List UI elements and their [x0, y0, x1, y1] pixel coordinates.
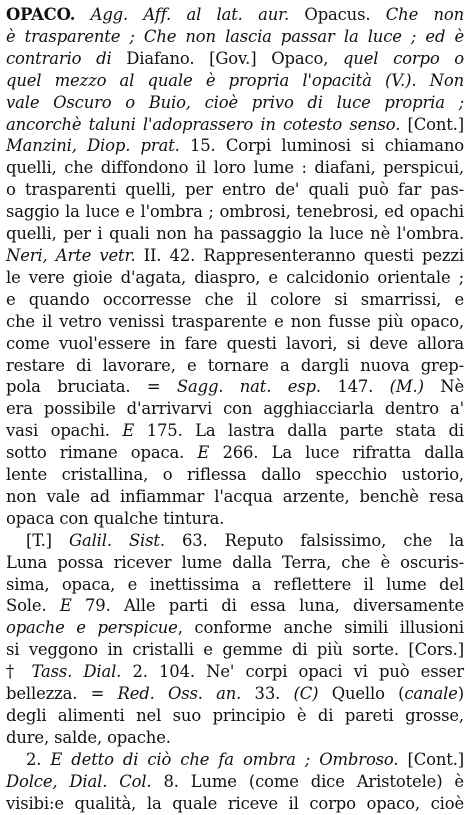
text-line — [6, 70, 464, 92]
text-run: che il vetro venissi trasparente e non fusse più opaco, — [6, 311, 464, 331]
text-run: Opacus. — [289, 5, 386, 24]
text-run: e quando occorresse che il colore si smarrissi, e — [6, 289, 464, 309]
text-run: quelli, per i quali non ha passaggio la luce nè l'ombra. — [6, 224, 464, 244]
text-run: 2. 104. Ne' corpi opaci vi può esser — [121, 662, 464, 682]
text-line — [6, 398, 464, 420]
italic-text: Che non — [385, 5, 464, 24]
italic-text: Red. Oss. an. — [117, 684, 242, 704]
text-run: 175. La lastra dalla parte stata di — [134, 421, 464, 441]
text-run: restare di lavorare, e tornare a dargli nuova grep- — [6, 355, 464, 375]
text-line — [6, 333, 464, 355]
text-run: opaca con qualche tintura. — [6, 508, 225, 528]
italic-text: (M.) — [389, 377, 424, 397]
text-run: come vuol'essere in fare questi lavori, si deve allora — [6, 333, 464, 353]
italic-text: Sagg. nat. esp. — [176, 377, 321, 397]
text-line — [6, 223, 464, 245]
italic-text: E — [122, 421, 135, 441]
italic-text: E — [197, 443, 210, 463]
text-run: ) — [457, 684, 464, 704]
italic-text: canale — [404, 684, 458, 704]
text-run: saggio la luce e l'ombra ; ombrosi, tenebrosi, ed opachi — [6, 202, 464, 222]
text-run: degli alimenti nel suo principio è di pareti grosse, — [6, 706, 464, 725]
text-line — [6, 771, 464, 793]
text-line — [6, 245, 464, 267]
text-line — [6, 705, 464, 727]
italic-text: Agg. Aff. al lat. aur. — [90, 5, 290, 24]
italic-text: Neri, Arte vetr. — [6, 245, 136, 265]
text-line — [6, 749, 464, 771]
text-run: 2. — [26, 749, 51, 769]
text-run: 147. — [320, 377, 390, 397]
text-run: Quello ( — [318, 684, 405, 704]
text-line — [6, 26, 464, 48]
text-line — [6, 311, 464, 333]
text-run: Nè — [423, 377, 464, 397]
italic-text: vale Oscuro o Buio, cioè privo di luce propria ; — [6, 92, 464, 112]
text-run: Diafano. [Gov.] Opaco, — [111, 48, 343, 68]
italic-text: Galil. Sist. — [69, 530, 165, 550]
text-run: 266. La luce rifratta dalla — [209, 443, 464, 463]
text-line — [6, 727, 464, 749]
italic-text: ancorchè taluni l'adoprassero in cotesto senso. — [6, 114, 401, 134]
text-run: , conforme anche simili illusioni — [177, 618, 464, 638]
italic-text: Manzini, Diop. prat. — [6, 136, 180, 156]
text-line — [6, 552, 464, 574]
text-line — [6, 595, 464, 617]
dictionary-entry — [6, 4, 464, 815]
italic-text: Dolce, Dial. Col. — [6, 771, 152, 791]
text-line — [6, 289, 464, 311]
text-run: 79. Alle parti di essa luna, diversamente — [71, 596, 464, 616]
italic-text: è trasparente ; Che non lascia passar la luce ; ed è — [6, 26, 464, 46]
text-run: non vale ad infiammar l'acqua arzente, benchè resa — [6, 486, 464, 506]
text-line — [6, 179, 464, 201]
italic-text: E — [59, 596, 72, 616]
text-run: Sole. — [6, 596, 60, 616]
text-run: 15. Corpi luminosi si chiamano — [179, 136, 464, 156]
text-run: pola bruciata. = — [6, 377, 177, 397]
text-line — [6, 267, 464, 289]
text-line — [6, 355, 464, 377]
italic-text: opache e perspicue — [6, 618, 178, 638]
text-line — [6, 442, 464, 464]
text-line — [6, 683, 464, 705]
text-line — [6, 617, 464, 639]
text-line — [6, 508, 464, 530]
text-run: [T.] — [26, 530, 69, 550]
text-run: [Cont.] — [400, 114, 464, 134]
text-line — [6, 92, 464, 114]
text-run: era possibile d'arrivarvi con agghiacciarla dentro a' — [6, 399, 464, 419]
text-run: 63. Reputo falsissimo, che la — [164, 530, 464, 550]
text-line — [6, 114, 464, 136]
text-run: [Cont.] — [398, 749, 464, 769]
text-line — [6, 486, 464, 508]
italic-text: contrario di — [6, 48, 112, 68]
italic-text: quel mezzo al quale è propria l'opacità (V.). Non — [6, 70, 464, 90]
text-run: sima, opaca, e inettissima a reflettere il lume del — [6, 574, 464, 594]
text-line — [6, 201, 464, 223]
text-line — [6, 639, 464, 661]
text-run: sotto rimane opaca. — [6, 443, 198, 463]
text-run: † — [6, 662, 32, 682]
italic-text: (C) — [293, 684, 319, 704]
text-run: le vere gioie d'agata, diaspro, e calcidonio orientale ; — [6, 267, 464, 287]
text-run: dure, salde, opache. — [6, 727, 171, 747]
text-line — [6, 4, 464, 26]
text-line — [6, 157, 464, 179]
text-line — [6, 376, 464, 398]
italic-text: quel corpo o — [342, 48, 464, 68]
text-run: II. 42. Rappresenteranno questi pezzi — [135, 245, 464, 265]
text-line — [6, 48, 464, 70]
italic-text: E detto di ciò che fa ombra ; Ombroso. — [50, 749, 399, 769]
text-run — [75, 5, 90, 24]
text-line — [6, 574, 464, 596]
text-line — [6, 661, 464, 683]
text-line — [6, 135, 464, 157]
text-run: o trasparenti quelli, per entro de' quali può far pas- — [6, 180, 464, 200]
text-run: vasi opachi. — [6, 421, 123, 441]
text-run: quelli, che diffondono il loro lume : diafani, perspicui, — [6, 158, 464, 178]
text-line — [6, 530, 464, 552]
text-run: 33. — [241, 684, 294, 704]
headword: OPACO. — [6, 5, 76, 24]
text-line — [6, 793, 464, 815]
text-run: bellezza. = — [6, 684, 118, 704]
text-run: visibi:e qualità, la quale riceve il corpo opaco, cioè — [6, 793, 464, 813]
text-run: lente cristallina, o riflessa dallo specchio ustorio, — [6, 465, 464, 485]
text-run: Luna possa ricever lume dalla Terra, che è oscuris- — [6, 552, 464, 572]
italic-text: Tass. Dial. — [31, 662, 122, 682]
text-run: 8. Lume (come dice Aristotele) è — [151, 771, 464, 791]
text-line — [6, 464, 464, 486]
text-run: si veggono in cristalli e gemme di più sorte. [Cors.] — [6, 640, 464, 660]
text-line — [6, 420, 464, 442]
